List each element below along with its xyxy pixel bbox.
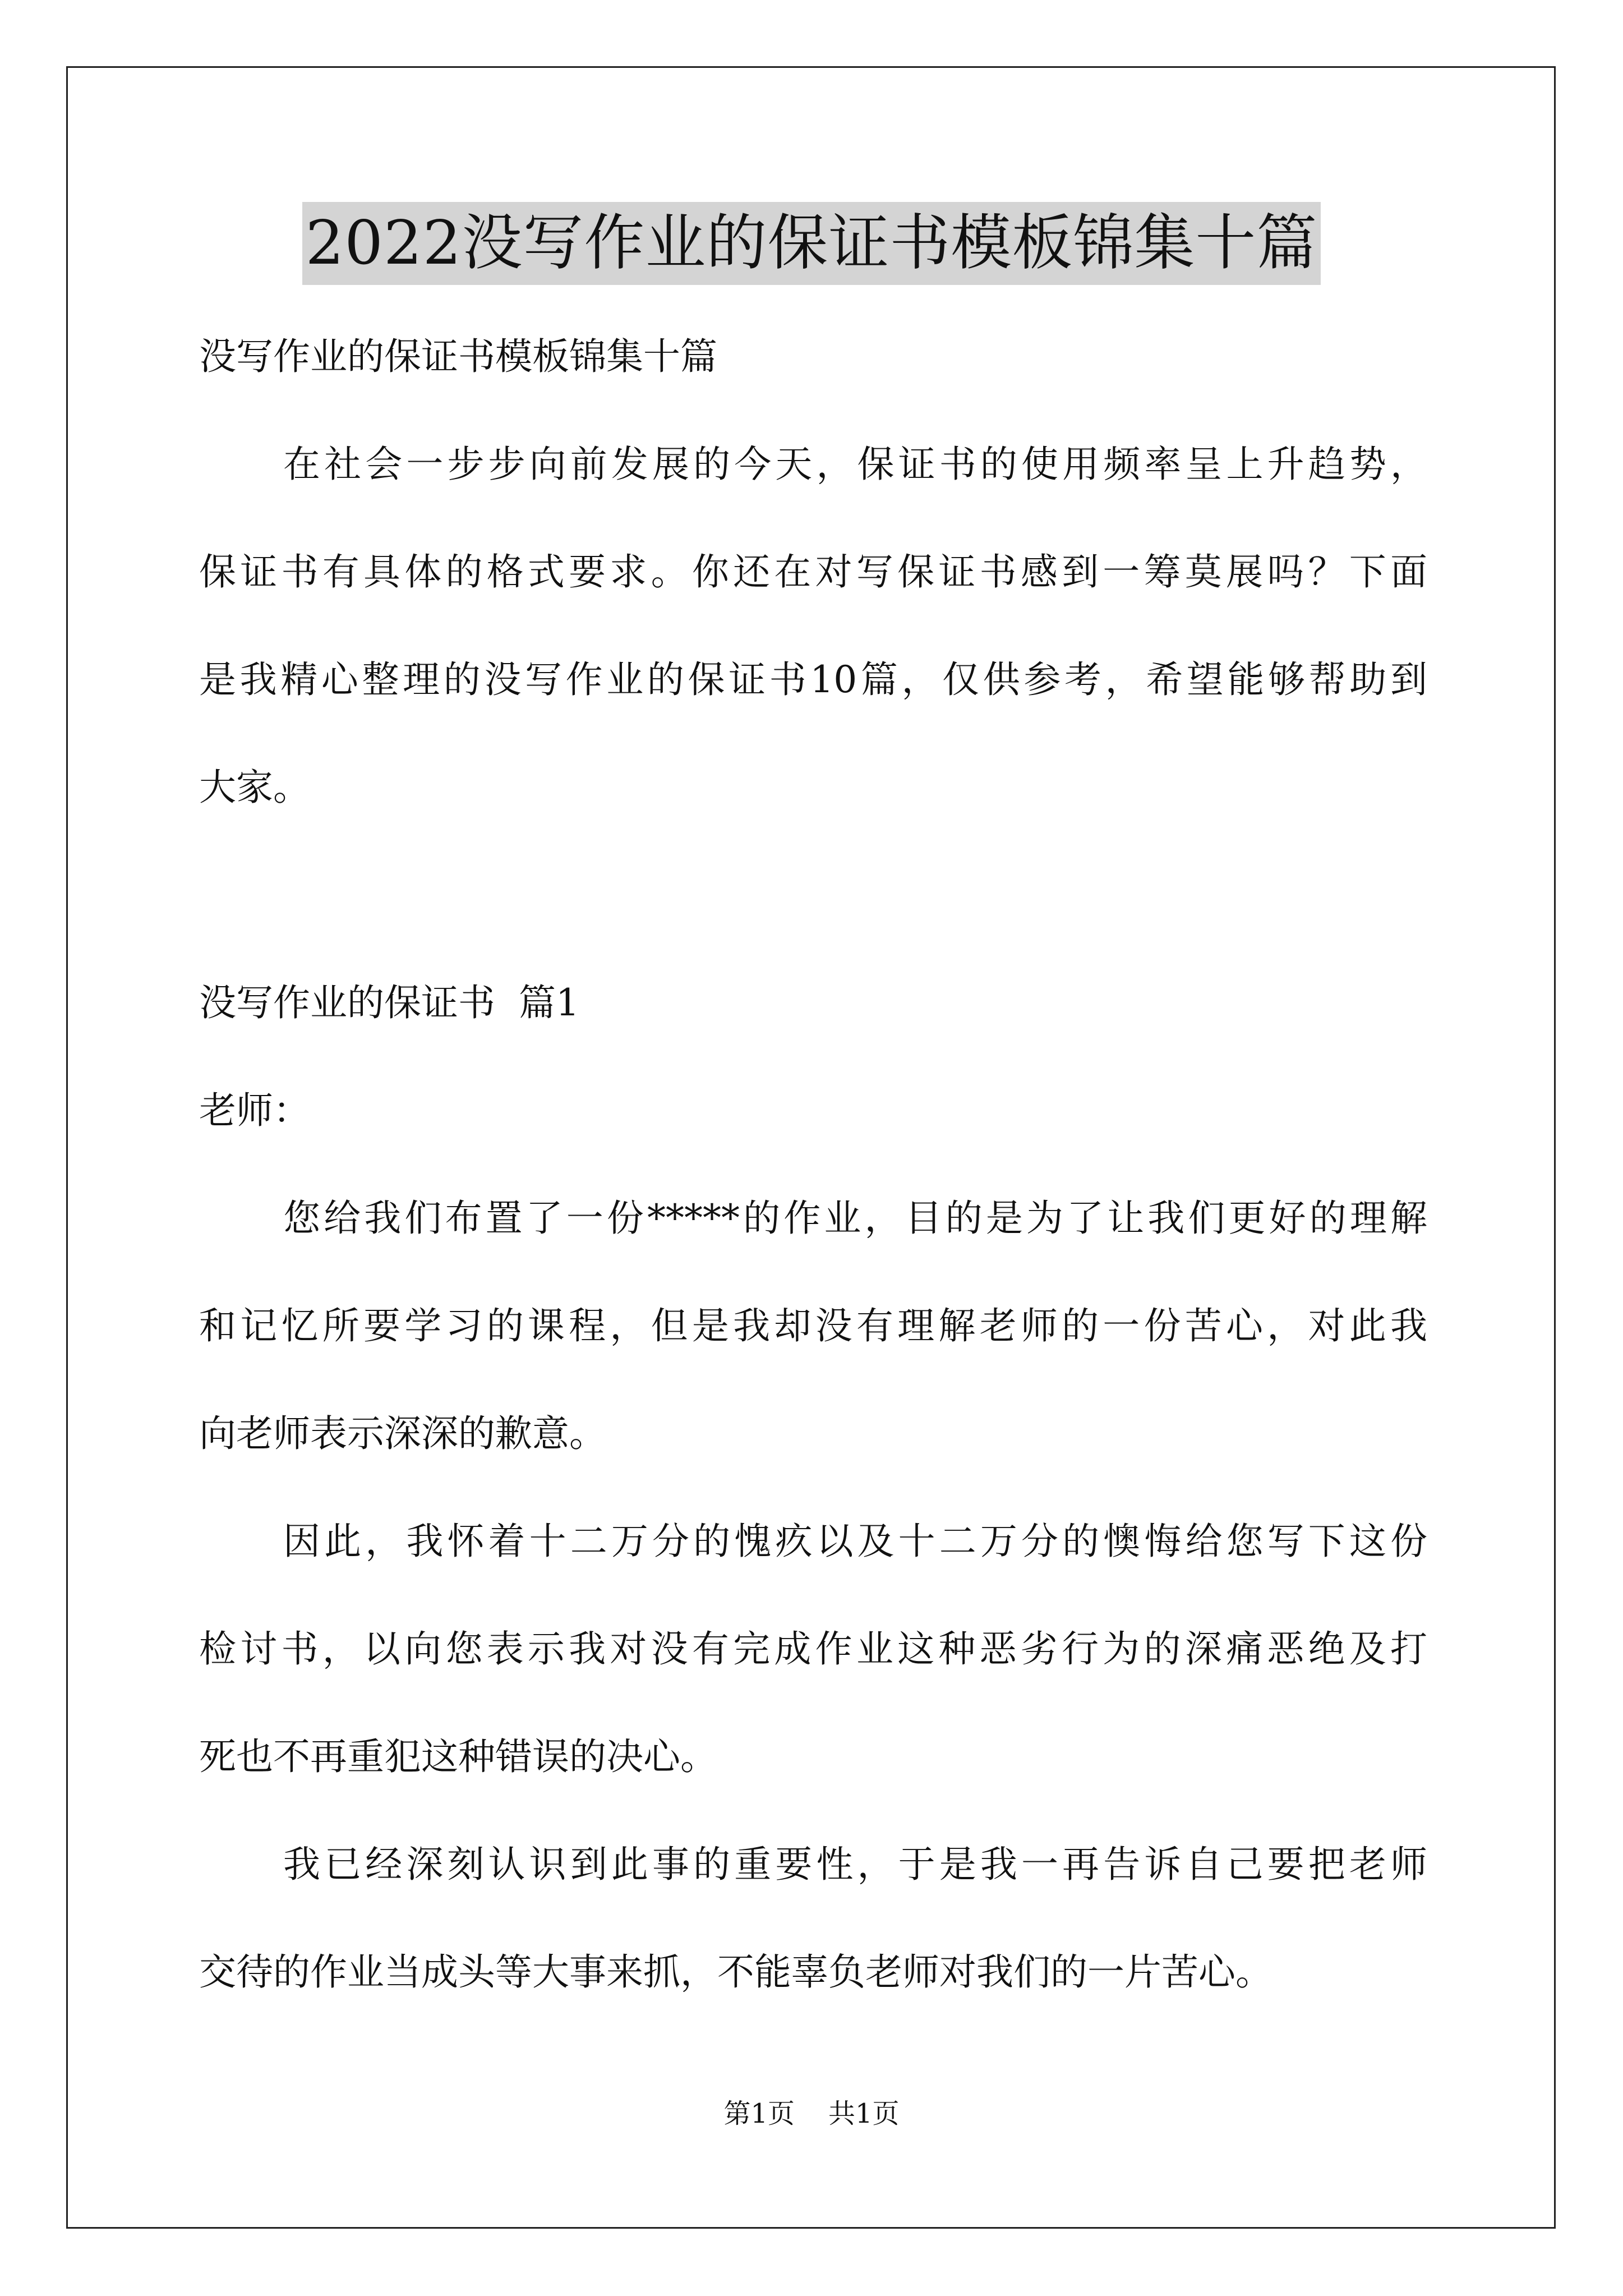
salutation: 老师：	[199, 1089, 310, 1132]
paragraph-line: 交待的作业当成头等大事来抓，不能辜负老师对我们的一片苦心。	[199, 1950, 1272, 1994]
intro-line: 在社会一步步向前发展的今天，保证书的使用频率呈上升趋势，	[283, 443, 1427, 486]
document-body	[199, 303, 1427, 2026]
page-footer	[0, 2097, 1623, 2131]
intro-line: 是我精心整理的没写作业的保证书10篇，仅供参考，希望能够帮助到	[199, 658, 1427, 701]
paragraph-line: 因此，我怀着十二万分的愧疚以及十二万分的懊悔给您写下这份	[283, 1520, 1427, 1563]
section-heading: 没写作业的保证书 篇1	[199, 981, 579, 1024]
page-number-current: 第1页	[723, 2098, 795, 2129]
spacer	[199, 841, 1427, 949]
intro-line: 大家。	[199, 766, 310, 809]
paragraph-line: 向老师表示深深的歉意。	[199, 1412, 606, 1455]
page-number-total: 共1页	[828, 2098, 900, 2129]
intro-line: 保证书有具体的格式要求。你还在对写保证书感到一筹莫展吗？下面	[199, 550, 1427, 593]
title-container	[0, 202, 1623, 285]
paragraph-line: 我已经深刻认识到此事的重要性，于是我一再告诉自己要把老师	[283, 1843, 1427, 1886]
paragraph-line: 您给我们布置了一份*****的作业，目的是为了让我们更好的理解	[283, 1197, 1427, 1240]
subtitle-line: 没写作业的保证书模板锦集十篇	[199, 335, 717, 378]
document-title: 2022没写作业的保证书模板锦集十篇	[302, 202, 1321, 285]
paragraph-line: 死也不再重犯这种错误的决心。	[199, 1735, 717, 1778]
paragraph-line: 和记忆所要学习的课程，但是我却没有理解老师的一份苦心，对此我	[199, 1304, 1427, 1347]
paragraph-line: 检讨书，以向您表示我对没有完成作业这种恶劣行为的深痛恶绝及打	[199, 1627, 1427, 1671]
